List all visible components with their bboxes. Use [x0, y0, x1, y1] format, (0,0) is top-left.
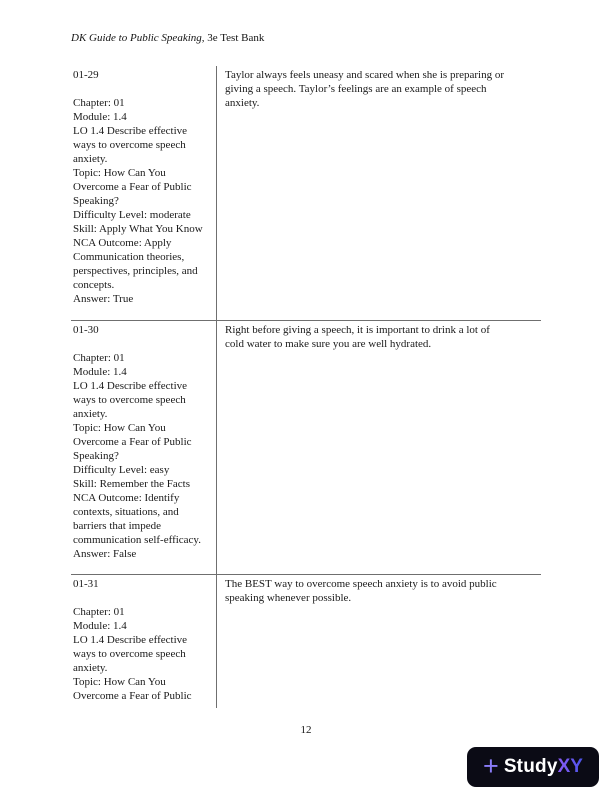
question-text-cell: [217, 321, 541, 574]
meta-learning-objective: LO 1.4 Describe effective ways to overcome speech anxiety.: [73, 380, 188, 420]
question-row-01-29: [71, 66, 541, 320]
spacer: [73, 82, 203, 96]
question-text-cell: [217, 66, 541, 320]
meta-chapter: Chapter: 01: [73, 352, 125, 364]
studyxy-logo: [467, 747, 599, 787]
brand-suffix: XY: [557, 756, 583, 777]
meta-topic: Topic: How Can You Overcome a Fear of Public: [73, 676, 192, 702]
meta-module: Module: 1.4: [73, 620, 127, 632]
brand-name: Study: [503, 756, 558, 777]
page-number: 12: [300, 724, 312, 736]
question-text: Taylor always feels uneasy and scared when she is preparing or giving a speech. Taylor’s feelings are an example of speech anxiety.: [225, 69, 505, 109]
meta-answer: Answer: False: [73, 548, 137, 560]
question-text: The BEST way to overcome speech anxiety is to avoid public speaking whenever possible.: [225, 578, 497, 604]
meta-chapter: Chapter: 01: [73, 606, 125, 618]
meta-topic: Topic: How Can You Overcome a Fear of Public Speaking?: [73, 167, 192, 207]
meta-learning-objective: LO 1.4 Describe effective ways to overcome speech anxiety.: [73, 634, 188, 674]
question-row-01-31: [71, 574, 541, 708]
document-title: [71, 31, 264, 45]
meta-nca-outcome: NCA Outcome: Identify contexts, situations, and barriers that impede communication self-efficacy.: [73, 492, 201, 546]
spacer: [73, 591, 203, 605]
question-id: 01-29: [73, 69, 99, 81]
question-table: [71, 66, 541, 708]
meta-difficulty: Difficulty Level: easy: [73, 464, 170, 476]
question-id: 01-31: [73, 578, 99, 590]
document-title-rest: 3e Test Bank: [204, 32, 265, 44]
meta-difficulty: Difficulty Level: moderate: [73, 209, 191, 221]
question-text: Right before giving a speech, it is important to drink a lot of cold water to make sure you are well hydrated.: [225, 324, 490, 350]
meta-answer: Answer: True: [73, 293, 134, 305]
question-meta-cell: [71, 66, 217, 320]
meta-module: Module: 1.4: [73, 111, 127, 123]
brand-wordmark: [504, 756, 583, 778]
meta-skill: Skill: Remember the Facts: [73, 478, 191, 490]
document-title-italic: DK Guide to Public Speaking,: [71, 32, 205, 44]
plus-icon: +: [483, 750, 499, 781]
question-text-cell: [217, 575, 541, 708]
question-meta-cell: [71, 321, 217, 574]
meta-module: Module: 1.4: [73, 366, 127, 378]
spacer: [73, 337, 203, 351]
meta-nca-outcome: NCA Outcome: Apply Communication theories, perspectives, principles, and concepts.: [73, 237, 198, 291]
meta-chapter: Chapter: 01: [73, 97, 125, 109]
meta-learning-objective: LO 1.4 Describe effective ways to overcome speech anxiety.: [73, 125, 188, 165]
meta-skill: Skill: Apply What You Know: [73, 223, 203, 235]
question-row-01-30: [71, 320, 541, 574]
meta-topic: Topic: How Can You Overcome a Fear of Public Speaking?: [73, 422, 192, 462]
question-meta-cell: [71, 575, 217, 708]
question-id: 01-30: [73, 324, 99, 336]
